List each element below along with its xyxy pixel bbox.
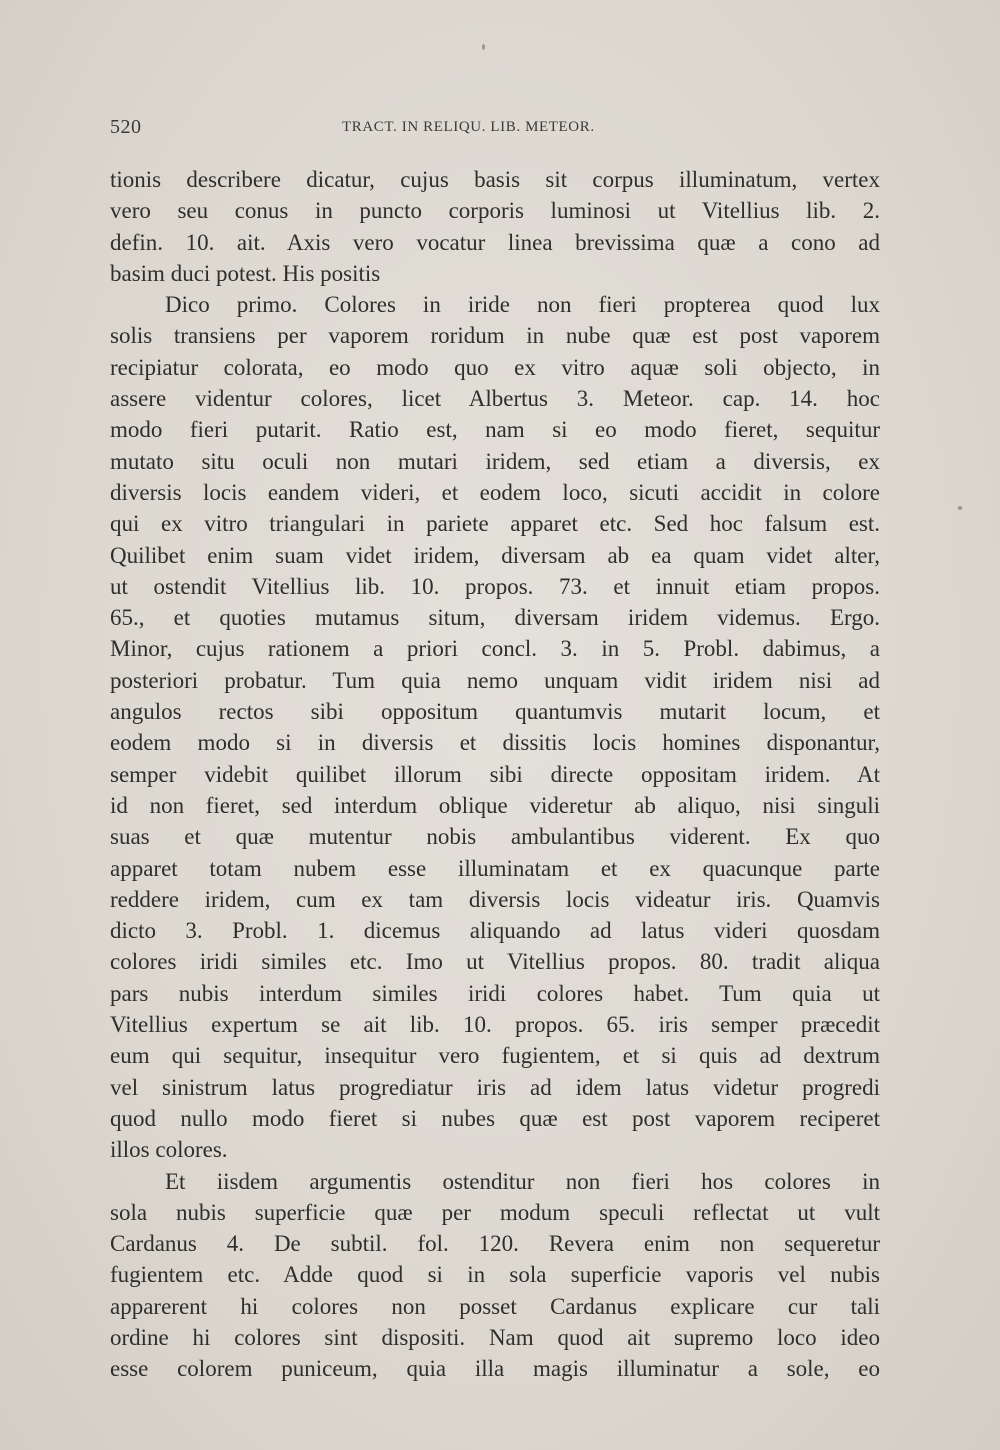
page-number: 520 (110, 116, 142, 138)
text-line: eodem modo si in diversis et dissitis locis homines disponantur, (110, 730, 880, 756)
text-line: suas et quæ mutentur nobis ambulantibus viderent. Ex quo (110, 824, 880, 850)
text-line: defin. 10. ait. Axis vero vocatur linea brevissima quæ a cono ad (110, 229, 880, 255)
paper-speck (958, 506, 962, 510)
text-line: apparet totam nubem esse illuminatam et ex quacunque parte (110, 855, 880, 881)
text-line: illos colores. (110, 1137, 228, 1163)
text-line: esse colorem puniceum, quia illa magis illuminatur a sole, eo (110, 1356, 880, 1382)
text-line: mutato situ oculi non mutari iridem, sed etiam a diversis, ex (110, 448, 880, 474)
text-line: quod nullo modo fieret si nubes quæ est post vaporem reciperet (110, 1105, 880, 1131)
text-line: 65., et quoties mutamus situm, diversam iridem videmus. Ergo. (110, 605, 880, 631)
text-line: Vitellius expertum se ait lib. 10. propos. 65. iris semper præcedit (110, 1012, 880, 1038)
text-line: qui ex vitro triangulari in pariete apparet etc. Sed hoc falsum est. (110, 511, 880, 537)
text-line: Dico primo. Colores in iride non fieri propterea quod lux (165, 292, 880, 318)
text-line: pars nubis interdum similes iridi colores habet. Tum quia ut (110, 980, 880, 1006)
text-line: apparerent hi colores non posset Cardanus explicare cur tali (110, 1293, 880, 1319)
text-line: ut ostendit Vitellius lib. 10. propos. 73. et innuit etiam propos. (110, 573, 880, 599)
running-head (110, 116, 880, 146)
text-line: fugientem etc. Adde quod si in sola superficie vaporis vel nubis (110, 1262, 880, 1288)
text-line: solis transiens per vaporem roridum in nube quæ est post vaporem (110, 323, 880, 349)
text-line: basim duci potest. His positis (110, 260, 381, 286)
text-line: Cardanus 4. De subtil. fol. 120. Revera enim non sequeretur (110, 1231, 880, 1257)
text-line: vero seu conus in puncto corporis luminosi ut Vitellius lib. 2. (110, 198, 880, 224)
text-line: colores iridi similes etc. Imo ut Vitellius propos. 80. tradit aliqua (110, 949, 880, 975)
text-line: vel sinistrum latus progrediatur iris ad idem latus videtur progredi (110, 1074, 880, 1100)
running-title: TRACT. IN RELIQU. LIB. METEOR. (342, 119, 595, 135)
text-line: posteriori probatur. Tum quia nemo unquam vidit iridem nisi ad (110, 667, 880, 693)
text-line: recipiatur colorata, eo modo quo ex vitro aquæ soli objecto, in (110, 354, 880, 380)
text-line: eum qui sequitur, insequitur vero fugientem, et si quis ad dextrum (110, 1043, 880, 1069)
text-line: Et iisdem argumentis ostenditur non fieri hos colores in (165, 1168, 880, 1194)
text-line: diversis locis eandem videri, et eodem loco, sicuti accidit in colore (110, 479, 880, 505)
text-line: semper videbit quilibet illorum sibi directe oppositam iridem. At (110, 761, 880, 787)
text-line: assere videntur colores, licet Albertus 3. Meteor. cap. 14. hoc (110, 386, 880, 412)
body-text (110, 164, 880, 1385)
text-line: ordine hi colores sint dispositi. Nam quod ait supremo loco ideo (110, 1324, 880, 1350)
text-line: modo fieri putarit. Ratio est, nam si eo modo fieret, sequitur (110, 417, 880, 443)
text-line: Quilibet enim suam videt iridem, diversam ab ea quam videt alter, (110, 542, 880, 568)
text-line: dicto 3. Probl. 1. dicemus aliquando ad latus videri quosdam (110, 918, 880, 944)
text-line: Minor, cujus rationem a priori concl. 3. in 5. Probl. dabimus, a (110, 636, 880, 662)
text-line: reddere iridem, cum ex tam diversis locis videatur iris. Quamvis (110, 886, 880, 912)
text-line: angulos rectos sibi oppositum quantumvis mutarit locum, et (110, 699, 880, 725)
text-line: sola nubis superficie quæ per modum speculi reflectat ut vult (110, 1199, 880, 1225)
paper-speck (482, 44, 485, 50)
text-line: tionis describere dicatur, cujus basis sit corpus illuminatum, vertex (110, 167, 880, 192)
text-line: id non fieret, sed interdum oblique videretur ab aliquo, nisi singuli (110, 792, 880, 818)
